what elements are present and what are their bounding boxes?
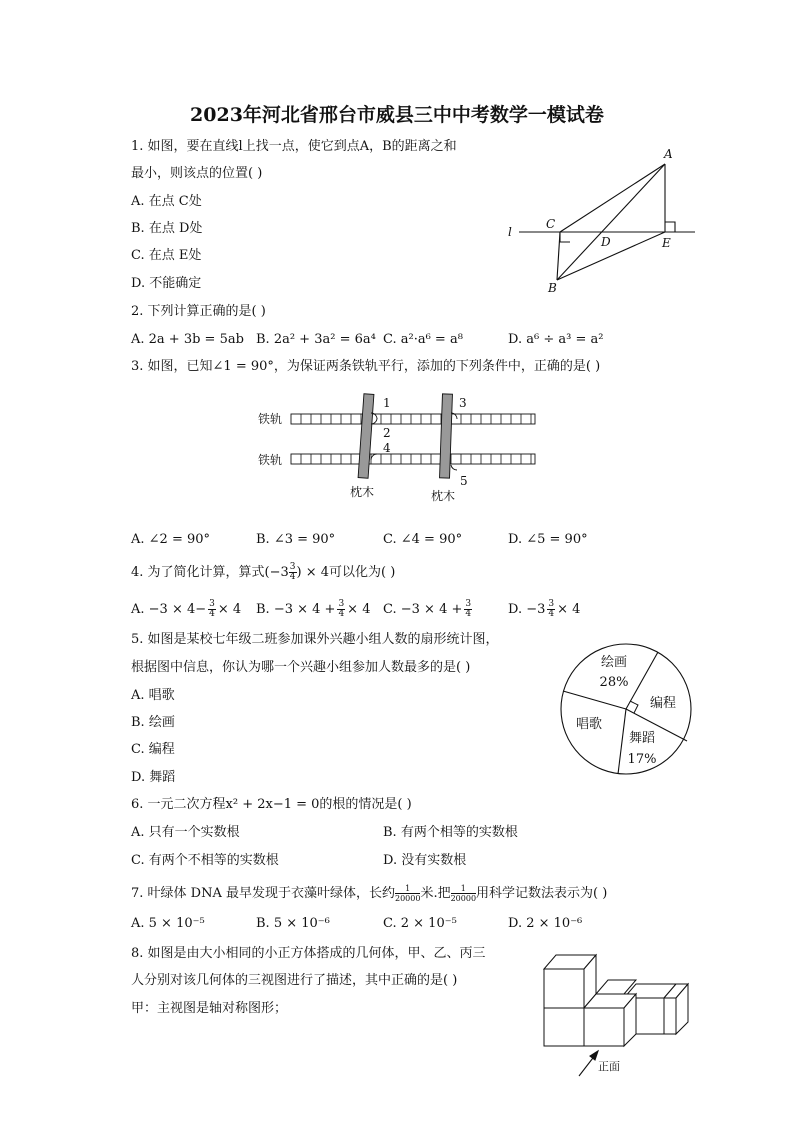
q1-figure	[505, 146, 700, 296]
q5-option-b: B. 绘画	[131, 715, 175, 730]
sleeper-label-2: 枕木	[431, 489, 456, 503]
q1-option-d: D. 不能确定	[131, 276, 202, 291]
angle-label-3: 3	[459, 396, 467, 410]
pie-pct-drawing: 28%	[599, 675, 629, 690]
q7-fraction-2	[451, 884, 476, 903]
q4-option-pre: B. −3 × 4 +	[256, 602, 336, 617]
q7-stem-post: 用科学记数法表示为( )	[476, 886, 608, 901]
q4-option-frac-den: 4	[209, 609, 215, 619]
q3-option-c: C. ∠4 = 90°	[383, 532, 463, 547]
q2-option-c: C. a²·a⁶ = a⁸	[383, 332, 463, 347]
q4-option-frac-num: 3	[548, 599, 555, 609]
q4-option-a	[131, 600, 241, 619]
pie-label-dance: 舞蹈	[628, 731, 656, 746]
q4-option-pre: D. −3	[508, 602, 546, 617]
q4-stem-frac-den: 4	[289, 572, 296, 582]
q7-frac2-num: 1	[451, 884, 476, 894]
label-l: l	[508, 225, 512, 239]
q7-option-a: A. 5 × 10⁻⁵	[131, 916, 205, 931]
page-title: 2023年河北省邢台市威县三中中考数学一模试卷	[190, 104, 604, 126]
q7-option-b: B. 5 × 10⁻⁶	[256, 916, 330, 931]
segment-ab	[557, 164, 665, 280]
q8-cube-figure	[540, 950, 700, 1085]
q8-stem-line1: 8. 如图是由大小相同的小正方体搭成的几何体，甲、乙、丙三	[131, 946, 486, 961]
q3-stem: 3. 如图，已知∠1 = 90°，为保证两条铁轨平行，添加的下列条件中，正确的是( )	[131, 359, 601, 374]
q4-option-frac-num: 3	[209, 599, 215, 609]
q4-stem-fraction	[289, 563, 297, 582]
q4-option-fraction	[547, 600, 555, 619]
q5-option-d: D. 舞蹈	[131, 770, 176, 785]
q8-stem-line2: 人分别对该几何体的三视图进行了描述，其中正确的是( )	[131, 973, 458, 988]
rail-label-2: 铁轨	[258, 453, 283, 467]
q4-stem-post: ) × 4可以化为( )	[296, 565, 396, 580]
q3-option-b: B. ∠3 = 90°	[256, 532, 336, 547]
q7-frac1-den: 20000	[395, 894, 421, 903]
q7-option-c: C. 2 × 10⁻⁵	[383, 916, 457, 931]
front-arrow-head	[590, 1051, 598, 1060]
q7-fraction-1	[395, 884, 420, 903]
q4-option-fraction	[464, 600, 472, 619]
sleeper-label-1: 枕木	[350, 485, 375, 499]
pie-pct-dance: 17%	[627, 752, 657, 767]
angle-label-5: 5	[460, 474, 468, 488]
angle-5-arc	[451, 465, 457, 470]
q4-stem	[131, 563, 395, 582]
q7-stem	[131, 884, 607, 903]
q3-figure	[255, 388, 545, 508]
q8-stem-line3: 甲：主视图是轴对称图形；	[131, 1001, 288, 1016]
q7-stem-pre: 7. 叶绿体 DNA 最早发现于衣藻叶绿体，长约	[131, 886, 395, 901]
q4-option-b	[256, 600, 370, 619]
q4-option-frac-num: 3	[465, 599, 472, 609]
q4-option-frac-num: 3	[338, 599, 345, 609]
sleeper-right	[440, 394, 453, 478]
rail-bottom	[291, 454, 535, 464]
q2-stem: 2. 下列计算正确的是( )	[131, 304, 266, 319]
label-a: A	[664, 147, 673, 161]
q1-option-b: B. 在点 D处	[131, 221, 203, 236]
q6-stem: 6. 一元二次方程x² + 2x−1 = 0的根的情况是( )	[131, 797, 412, 812]
angle-label-4: 4	[383, 441, 391, 455]
q4-option-post: × 4	[557, 602, 581, 617]
q5-pie-chart	[558, 641, 694, 777]
label-d: D	[601, 235, 611, 249]
q5-stem-line2: 根据图中信息，你认为哪一个兴趣小组参加人数最多的是( )	[131, 660, 471, 675]
q6-option-d: D. 没有实数根	[383, 853, 467, 868]
label-c: C	[546, 217, 556, 231]
q5-option-c: C. 编程	[131, 742, 175, 757]
q5-stem-line1: 5. 如图是某校七年级二班参加课外兴趣小组人数的扇形统计图，	[131, 632, 499, 647]
front-view-label: 正面	[598, 1060, 620, 1073]
q4-option-c	[383, 600, 474, 619]
q4-stem-pre: 4. 为了简化计算，算式(−3	[131, 565, 289, 580]
q4-stem-frac-num: 3	[289, 562, 296, 572]
q6-option-a: A. 只有一个实数根	[131, 825, 240, 840]
q7-frac1-num: 1	[395, 884, 420, 894]
q4-option-frac-den: 4	[465, 609, 472, 619]
q6-option-c: C. 有两个不相等的实数根	[131, 853, 279, 868]
q5-option-a: A. 唱歌	[131, 688, 175, 703]
segment-be	[557, 232, 665, 280]
q7-option-d: D. 2 × 10⁻⁶	[508, 916, 583, 931]
angle-label-2: 2	[383, 426, 391, 440]
q4-option-fraction	[208, 600, 216, 619]
right-angle-c	[560, 232, 570, 242]
q2-option-b: B. 2a² + 3a² = 6a⁴	[256, 332, 376, 347]
q4-option-frac-den: 4	[338, 609, 345, 619]
q4-option-pre: C. −3 × 4 +	[383, 602, 463, 617]
q4-option-fraction	[337, 600, 345, 619]
q6-option-b: B. 有两个相等的实数根	[383, 825, 518, 840]
q1-option-c: C. 在点 E处	[131, 248, 202, 263]
sleeper-left	[358, 394, 374, 478]
q1-stem-line1: 1. 如图，要在直线l上找一点，使它到点A，B的距离之和	[131, 139, 457, 154]
q1-stem-line2: 最小，则该点的位置( )	[131, 166, 263, 181]
q4-option-d	[508, 600, 580, 619]
rail-top	[291, 414, 535, 424]
pie-label-coding: 编程	[649, 696, 677, 711]
q7-frac2-den: 20000	[450, 894, 477, 903]
label-b: B	[548, 281, 557, 295]
q3-option-d: D. ∠5 = 90°	[508, 532, 588, 547]
pie-label-drawing: 绘画	[600, 655, 628, 670]
right-angle-e	[665, 222, 675, 232]
q4-option-pre: A. −3 × 4−	[131, 602, 207, 617]
label-e: E	[662, 236, 671, 250]
segment-ac	[560, 164, 665, 232]
q2-option-d: D. a⁶ ÷ a³ = a²	[508, 332, 604, 347]
q4-option-frac-den: 4	[548, 609, 555, 619]
q3-option-a: A. ∠2 = 90°	[131, 532, 211, 547]
q4-option-post: × 4	[347, 602, 371, 617]
q1-option-a: A. 在点 C处	[131, 194, 202, 209]
q4-option-post: × 4	[217, 602, 242, 617]
q7-stem-mid: 米.把	[420, 886, 451, 901]
pie-label-singing: 唱歌	[575, 717, 603, 732]
rail-label-1: 铁轨	[258, 412, 283, 426]
q2-option-a: A. 2a + 3b = 5ab	[131, 332, 244, 347]
angle-label-1: 1	[383, 396, 391, 410]
